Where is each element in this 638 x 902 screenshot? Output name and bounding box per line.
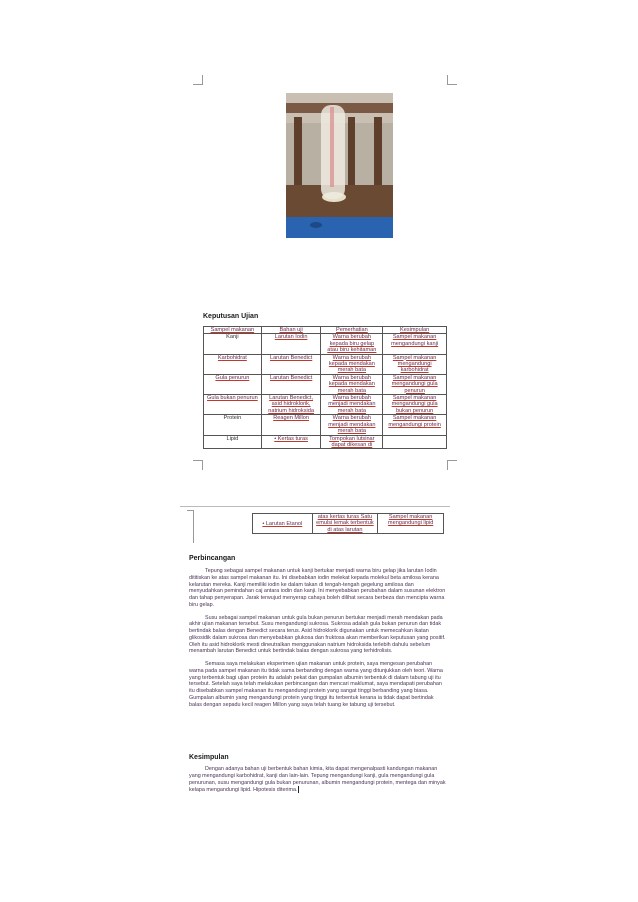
conclusion-paragraph-wrap: [189, 766, 447, 794]
results-table-continued: [252, 513, 444, 534]
page1-corner-top-left: [193, 75, 203, 85]
table-row: [204, 415, 447, 435]
table-row: [204, 435, 447, 449]
table-row: [204, 395, 447, 415]
table-cell: Warna berubah kepada mendakan merah bata: [321, 354, 383, 374]
table-row: [204, 374, 447, 394]
header-cell: Kesimpulan: [383, 327, 447, 334]
table-row: [204, 334, 447, 354]
table-cell: [383, 435, 447, 449]
table-cell: Lipid: [204, 435, 262, 449]
discussion-title: Perbincangan: [189, 555, 236, 562]
table-cell: Reagen Millon: [261, 415, 321, 435]
discussion-body: [189, 568, 447, 714]
table-cell: Sampel makanan mengandungi karbohidrat: [383, 354, 447, 374]
table-cell: Gula bukan penurun: [204, 395, 262, 415]
discussion-paragraph: Tepung sebagai sampel makanan untuk kanji bertukar menjadi warna biru gelap jika larutan Iodin dititiskan ke atas sampel makanan itu. Ini disebabkan iodin melekat kepada molekul beta amilosa kerana kelarutan mereka. Kanji memiliki iodin ke dalam takan di tengah-tengah gegelung amilosa dan menyudahkan pemindahan caj antara iodin dan kanji. Ini menyebabkan perubahan dalam susunan elektron dan tahap penyerapan. Jarak terwujud menyerap cahaya boleh dilihat secara berbeza dan mencipta warna biru gelap.: [189, 568, 446, 608]
table-cell: Protein: [204, 415, 262, 435]
table-cell: Sampel makanan mengandungi kanji: [383, 334, 447, 354]
table-cell: Sampel makanan mengandungi gula bukan penurun: [383, 395, 447, 415]
table-cell: Larutan Benedict: [261, 354, 321, 374]
table-cell: • Larutan Etanol: [253, 514, 313, 534]
table-row: [252, 514, 444, 534]
table-cell: Larutan Benedict, asid hidroklorik, natrium hidroksida: [261, 395, 321, 415]
table-row: [204, 354, 447, 374]
discussion-paragraph: Susu sebagai sampel makanan untuk gula bukan penurun bertukar menjadi merah mendakan pada akhir ujian makanan tersebut. Susu mengandungi sukrosa. Sukrosa adalah gula bukan penurun dan tidak bertindak balas dengan Benedict secara terus. Asid hidroklorik digunakan untuk memecahkan ikatan glikosidik dalam sukrosa dan menyebabkan glukosa dan fruktosa akan memberikan keputusan yang positif. Oleh itu asid hidroklorik mesti dineutralkan menggunakan natrium hidroksida terlebih dahulu sebelum menambah larutan Benedict untuk bertindak balas dengan sukrosa yang terhidrolisis.: [189, 614, 446, 655]
table-header-row: [204, 327, 447, 334]
discussion-paragraph: Semasa saya melakukan eksperimen ujian makanan untuk protein, saya mengesan perubahan warna pada sampel makanan itu tidak sama berbanding dengan warna yang ditunjukkan oleh teori. Warna yang terbentuk bagi ujian protein itu adalah pekat dan gumpalan albumin terbentuk di dalam tabung uji itu tersebut. Setelah saya telah melakukan perbincangan dan mencari maklumat, saya mendapati perubahan itu disebabkan sampel makanan itu mengandungi protein yang sangat tinggi berbanding yang biasa. Gumpalan albumin yang mengandungi protein yang tinggi itu terbentuk kerana ia tidak dapat bertindak balas dengan sepadu kecil reagen Millon yang saya telah tuang ke tabung uji tersebut.: [189, 661, 443, 708]
table-cell: Warna berubah menjadi mendakan merah bata: [321, 395, 383, 415]
table-cell: Karbohidrat: [204, 354, 262, 374]
table-cell: Larutan Iodin: [261, 334, 321, 354]
results-table: [203, 326, 447, 449]
page1-corner-bottom-right: [447, 460, 457, 470]
header-cell: Sampel makanan: [204, 327, 262, 334]
header-cell: Pemerhatian: [321, 327, 383, 334]
test-tube-photo: [286, 93, 393, 238]
table-cell: Sampel makanan mengandungi lipid: [378, 514, 444, 534]
table-cell: Warna berubah menjadi mendakan merah bata: [321, 415, 383, 435]
table-cell: Gula penurun: [204, 374, 262, 394]
page2-corner-top-left: [187, 510, 194, 543]
test-tube-rack-image: [286, 93, 393, 238]
table-cell: • Kertas turas: [261, 435, 321, 449]
table-cell: Sampel makanan mengandungi protein: [383, 415, 447, 435]
results-title: Keputusan Ujian: [203, 313, 259, 320]
header-cell: Bahan uji: [261, 327, 321, 334]
table-cell: Warna berubah kepada biru gelap atau biru kehitaman: [321, 334, 383, 354]
table-cell: Sampel makanan mengandungi gula penurun: [383, 374, 447, 394]
table-cell: Larutan Benedict: [261, 374, 321, 394]
table-cell: Kanji: [204, 334, 262, 354]
conclusion-paragraph: Dengan adanya bahan uji berbentuk bahan kimia, kita dapat mengenalpasti kandungan makanan yang mengandungi karbohidrat, kanji dan lain-lain. Tepung mengandungi kanji, gula mengandungi gula penurunan, susu mengandungi gula bukan penurunan, albumin mengandungi protein, mentega dan minyak kelapa mengandungi lipid. Hipotesis diterima.: [189, 766, 446, 794]
table-cell: Tompokan lutsinar dapat dikesan di: [321, 435, 383, 449]
page2-top-rule: [180, 506, 450, 507]
conclusion-title: Kesimpulan: [189, 754, 229, 761]
table-cell: atas kertas turas Satu emulsi lemak terbentuk di atas larutan: [312, 514, 378, 534]
text-cursor: [298, 786, 299, 793]
page1-corner-top-right: [447, 75, 457, 85]
conclusion-body: [189, 766, 447, 800]
page1-corner-bottom-left: [193, 460, 203, 470]
table-cell: Warna berubah kepada mendakan merah bata: [321, 374, 383, 394]
